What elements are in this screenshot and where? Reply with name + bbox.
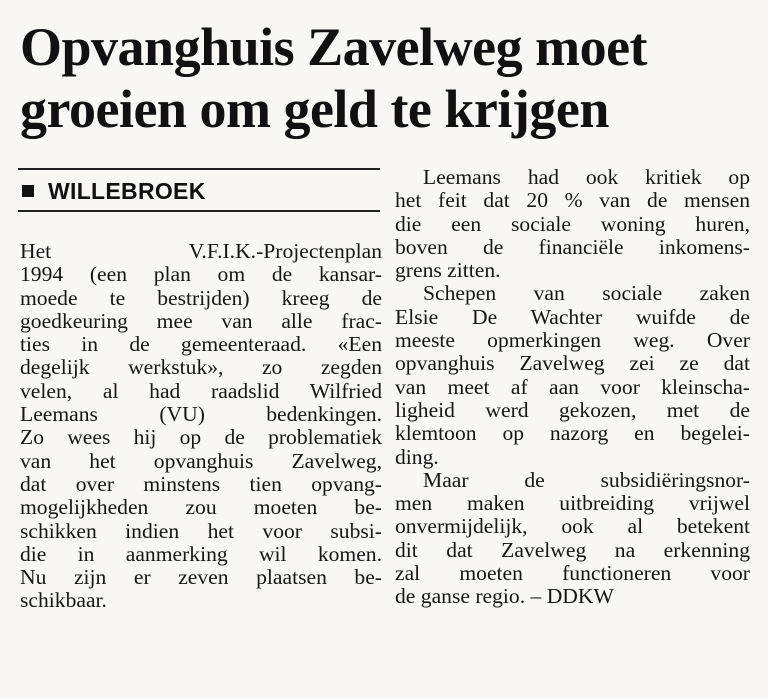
dateline-bottom-rule xyxy=(18,210,380,212)
column-2-line: meeste opmerkingen weg. Over xyxy=(395,328,750,353)
column-1-line: die in aanmerking wil komen. xyxy=(20,541,382,566)
column-1-line: goedkeuring mee van alle frac- xyxy=(20,308,382,333)
column-1-line: ties in de gemeenteraad. «Een xyxy=(20,332,382,357)
dateline-top-rule xyxy=(18,168,380,170)
column-2-line: die een sociale woning huren, xyxy=(395,211,750,236)
column-1-line: schikbaar. xyxy=(20,588,107,613)
square-bullet-icon xyxy=(22,185,34,197)
column-2-line: ligheid werd gekozen, met de xyxy=(395,397,750,422)
column-2-line: opvanghuis Zavelweg zei ze dat xyxy=(395,351,750,376)
column-2-line: men maken uitbreiding vrijwel xyxy=(395,491,750,516)
column-2-line: Elsie De Wachter wuifde de xyxy=(395,304,750,329)
column-1-line: velen, al had raadslid Wilfried xyxy=(20,378,382,403)
column-2-line: Maar de subsidiëringsnor- xyxy=(423,467,750,492)
column-1-line: van het opvanghuis Zavelweg, xyxy=(20,448,382,473)
paragraph-schepen xyxy=(395,282,750,468)
dateline xyxy=(20,176,206,206)
column-2-line: grens zitten. xyxy=(395,258,501,283)
column-1-line: Het V.F.I.K.-Projectenplan xyxy=(20,239,382,263)
column-2-line: ding. xyxy=(395,444,439,469)
article-column-2 xyxy=(395,166,750,609)
column-2-line: Schepen van sociale zaken xyxy=(423,281,750,306)
column-1-line: degelijk werkstuk», zo zegden xyxy=(20,355,382,380)
column-2-line: van meet af aan voor kleinscha- xyxy=(395,374,750,399)
column-1-line: dat over minstens tien opvang- xyxy=(20,471,382,496)
column-2-line: Leemans had ook kritiek op xyxy=(423,165,750,189)
column-1-line: schikken indien het voor subsi- xyxy=(20,518,382,543)
column-2-line: onvermijdelijk, ook al betekent xyxy=(395,514,750,539)
column-2-line: zal moeten functioneren voor xyxy=(395,561,750,586)
paragraph-subsidie xyxy=(395,469,750,609)
column-2-line: de ganse regio. – DDKW xyxy=(395,584,614,609)
headline xyxy=(20,16,760,140)
column-2-line: dit dat Zavelweg na erkenning xyxy=(395,537,750,562)
paragraph-leemans xyxy=(395,166,750,282)
column-1-line: Nu zijn er zeven plaatsen be- xyxy=(20,565,382,590)
headline-line-1: Opvanghuis Zavelweg moet xyxy=(20,17,648,77)
column-2-line: het feit dat 20 % van de mensen xyxy=(395,188,750,213)
column-1-line: Leemans (VU) bedenkingen. xyxy=(20,402,382,427)
column-2-line: boven de financiële inkomens- xyxy=(395,234,750,259)
column-2-line: klemtoon op nazorg en begelei- xyxy=(395,421,750,446)
column-1-line: moede te bestrijden) kreeg de xyxy=(20,285,382,310)
column-1-line: mogelijkheden zou moeten be- xyxy=(20,495,382,520)
column-1-line: Zo wees hij op de problematiek xyxy=(20,425,382,450)
article-column-1 xyxy=(20,240,382,613)
headline-line-2: groeien om geld te krijgen xyxy=(20,79,609,139)
column-1-line: 1994 (een plan om de kansar- xyxy=(20,262,382,287)
dateline-text: WILLEBROEK xyxy=(48,177,206,204)
